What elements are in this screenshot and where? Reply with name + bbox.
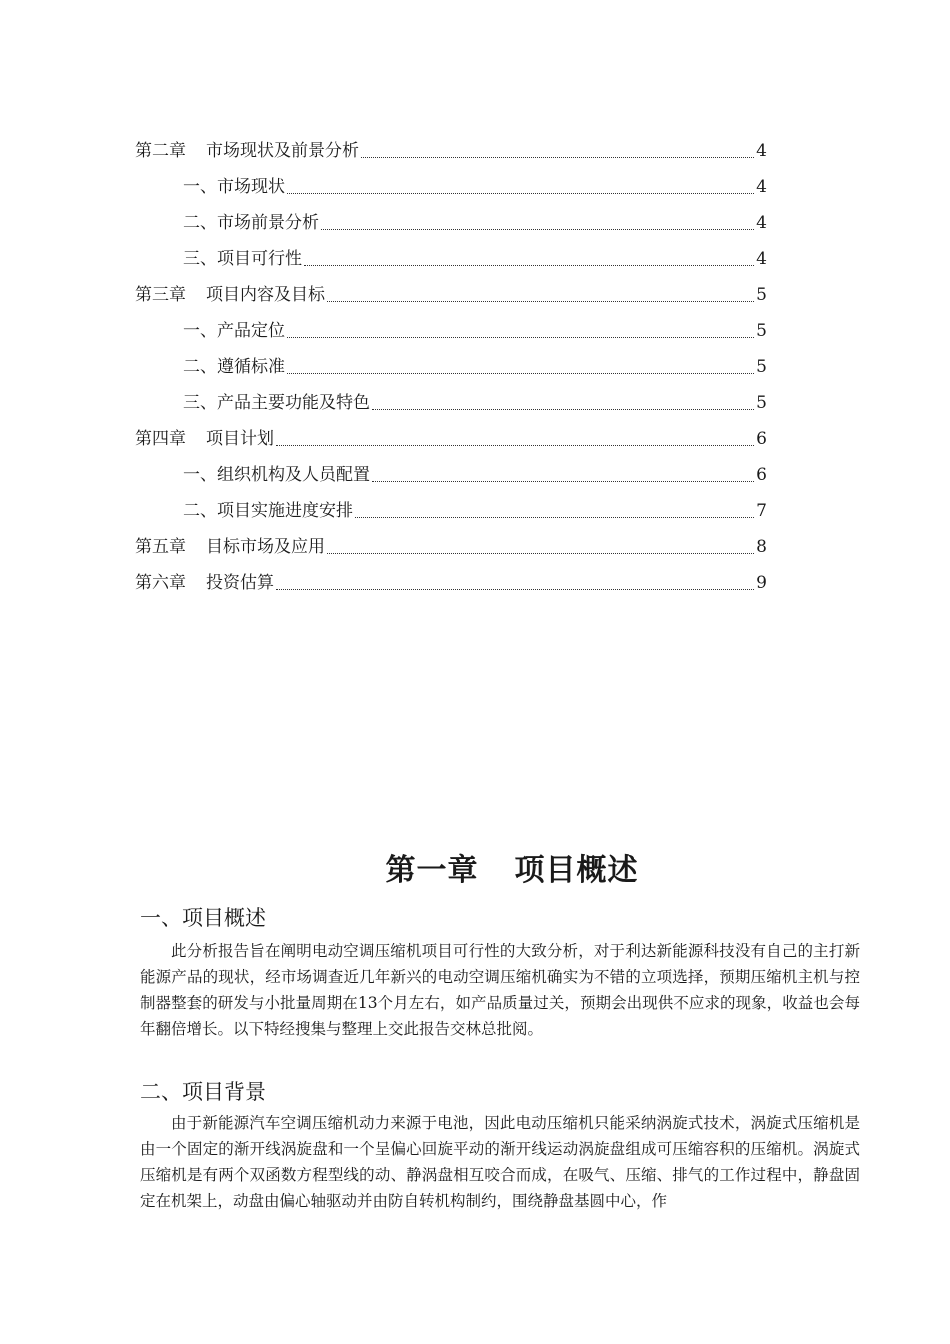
toc-entry-title: 二、遵循标准 bbox=[183, 357, 285, 377]
section-heading: 二、项目背景 bbox=[140, 1080, 266, 1104]
toc-entry[interactable] bbox=[135, 557, 767, 593]
toc-chapter-number: 第四章 bbox=[135, 429, 186, 449]
toc-leader-dots bbox=[287, 337, 754, 338]
toc-leader-dots bbox=[276, 445, 754, 446]
toc-leader-dots bbox=[327, 553, 754, 554]
toc-entry-title: 一、组织机构及人员配置 bbox=[183, 465, 370, 485]
toc-entry-title: 三、产品主要功能及特色 bbox=[183, 393, 370, 413]
toc-entry[interactable] bbox=[135, 377, 767, 413]
toc-entry-title: 二、市场前景分析 bbox=[183, 213, 319, 233]
toc-chapter-number: 第六章 bbox=[135, 573, 186, 593]
toc-chapter-number: 第三章 bbox=[135, 285, 186, 305]
toc-leader-dots bbox=[372, 481, 754, 482]
toc-leader-dots bbox=[304, 265, 754, 266]
section-paragraph: 此分析报告旨在阐明电动空调压缩机项目可行性的大致分析，对于利达新能源科技没有自己的主打新能源产品的现状，经市场调查近几年新兴的电动空调压缩机确实为不错的立项选择，预期压缩机主机与控制器整套的研发与小批量周期在13个月左右，如产品质量过关，预期会出现供不应求的现象，收益也会每年翻倍增长。以下特经搜集与整理上交此报告交林总批阅。 bbox=[140, 942, 860, 1038]
toc-entry[interactable] bbox=[135, 305, 767, 341]
toc-entry[interactable] bbox=[135, 125, 767, 161]
toc-page-number: 4 bbox=[756, 177, 767, 197]
chapter-heading: 项目概述 bbox=[514, 853, 639, 888]
toc-page-number: 6 bbox=[756, 465, 767, 485]
toc-leader-dots bbox=[276, 589, 754, 590]
toc-page-number: 5 bbox=[756, 393, 767, 413]
toc-page-number: 8 bbox=[756, 537, 767, 557]
toc-page-number: 4 bbox=[756, 213, 767, 233]
toc-leader-dots bbox=[372, 409, 754, 410]
section-heading: 一、项目概述 bbox=[140, 906, 266, 930]
toc-entry-title: 一、市场现状 bbox=[183, 177, 285, 197]
toc-entry-title: 投资估算 bbox=[206, 573, 274, 593]
toc-entry[interactable] bbox=[135, 161, 767, 197]
toc-entry-title: 项目计划 bbox=[206, 429, 274, 449]
toc-page-number: 9 bbox=[756, 573, 767, 593]
toc-entry-title: 三、项目可行性 bbox=[183, 249, 302, 269]
toc-entry-title: 目标市场及应用 bbox=[206, 537, 325, 557]
toc-entry-title: 项目内容及目标 bbox=[206, 285, 325, 305]
toc-page-number: 4 bbox=[756, 249, 767, 269]
toc-entry[interactable] bbox=[135, 449, 767, 485]
chapter-title bbox=[0, 845, 950, 889]
toc-entry[interactable] bbox=[135, 341, 767, 377]
section-paragraph: 由于新能源汽车空调压缩机动力来源于电池，因此电动压缩机只能采纳涡旋式技术，涡旋式压缩机是由一个固定的渐开线涡旋盘和一个呈偏心回旋平动的渐开线运动涡旋盘组成可压缩容积的压缩机。涡旋式压缩机是有两个双函数方程型线的动、静涡盘相互咬合而成，在吸气、压缩、排气的工作过程中，静盘固定在机架上，动盘由偏心轴驱动并由防自转机构制约，围绕静盘基圆中心，作 bbox=[140, 1114, 860, 1210]
table-of-contents bbox=[135, 125, 767, 593]
toc-leader-dots bbox=[287, 373, 754, 374]
toc-page-number: 5 bbox=[756, 321, 767, 341]
toc-chapter-number: 第二章 bbox=[135, 141, 186, 161]
toc-leader-dots bbox=[327, 301, 754, 302]
toc-leader-dots bbox=[355, 517, 754, 518]
toc-entry[interactable] bbox=[135, 521, 767, 557]
toc-leader-dots bbox=[361, 157, 754, 158]
toc-page-number: 7 bbox=[756, 501, 767, 521]
toc-entry[interactable] bbox=[135, 269, 767, 305]
toc-entry-title: 市场现状及前景分析 bbox=[206, 141, 359, 161]
toc-chapter-number: 第五章 bbox=[135, 537, 186, 557]
toc-entry-title: 二、项目实施进度安排 bbox=[183, 501, 353, 521]
toc-page-number: 6 bbox=[756, 429, 767, 449]
toc-entry-title: 一、产品定位 bbox=[183, 321, 285, 341]
toc-entry[interactable] bbox=[135, 197, 767, 233]
toc-leader-dots bbox=[287, 193, 754, 194]
toc-leader-dots bbox=[321, 229, 754, 230]
chapter-number: 第一章 bbox=[385, 853, 479, 888]
toc-page-number: 5 bbox=[756, 357, 767, 377]
toc-page-number: 4 bbox=[756, 141, 767, 161]
toc-page-number: 5 bbox=[756, 285, 767, 305]
toc-entry[interactable] bbox=[135, 485, 767, 521]
toc-entry[interactable] bbox=[135, 413, 767, 449]
toc-entry[interactable] bbox=[135, 233, 767, 269]
